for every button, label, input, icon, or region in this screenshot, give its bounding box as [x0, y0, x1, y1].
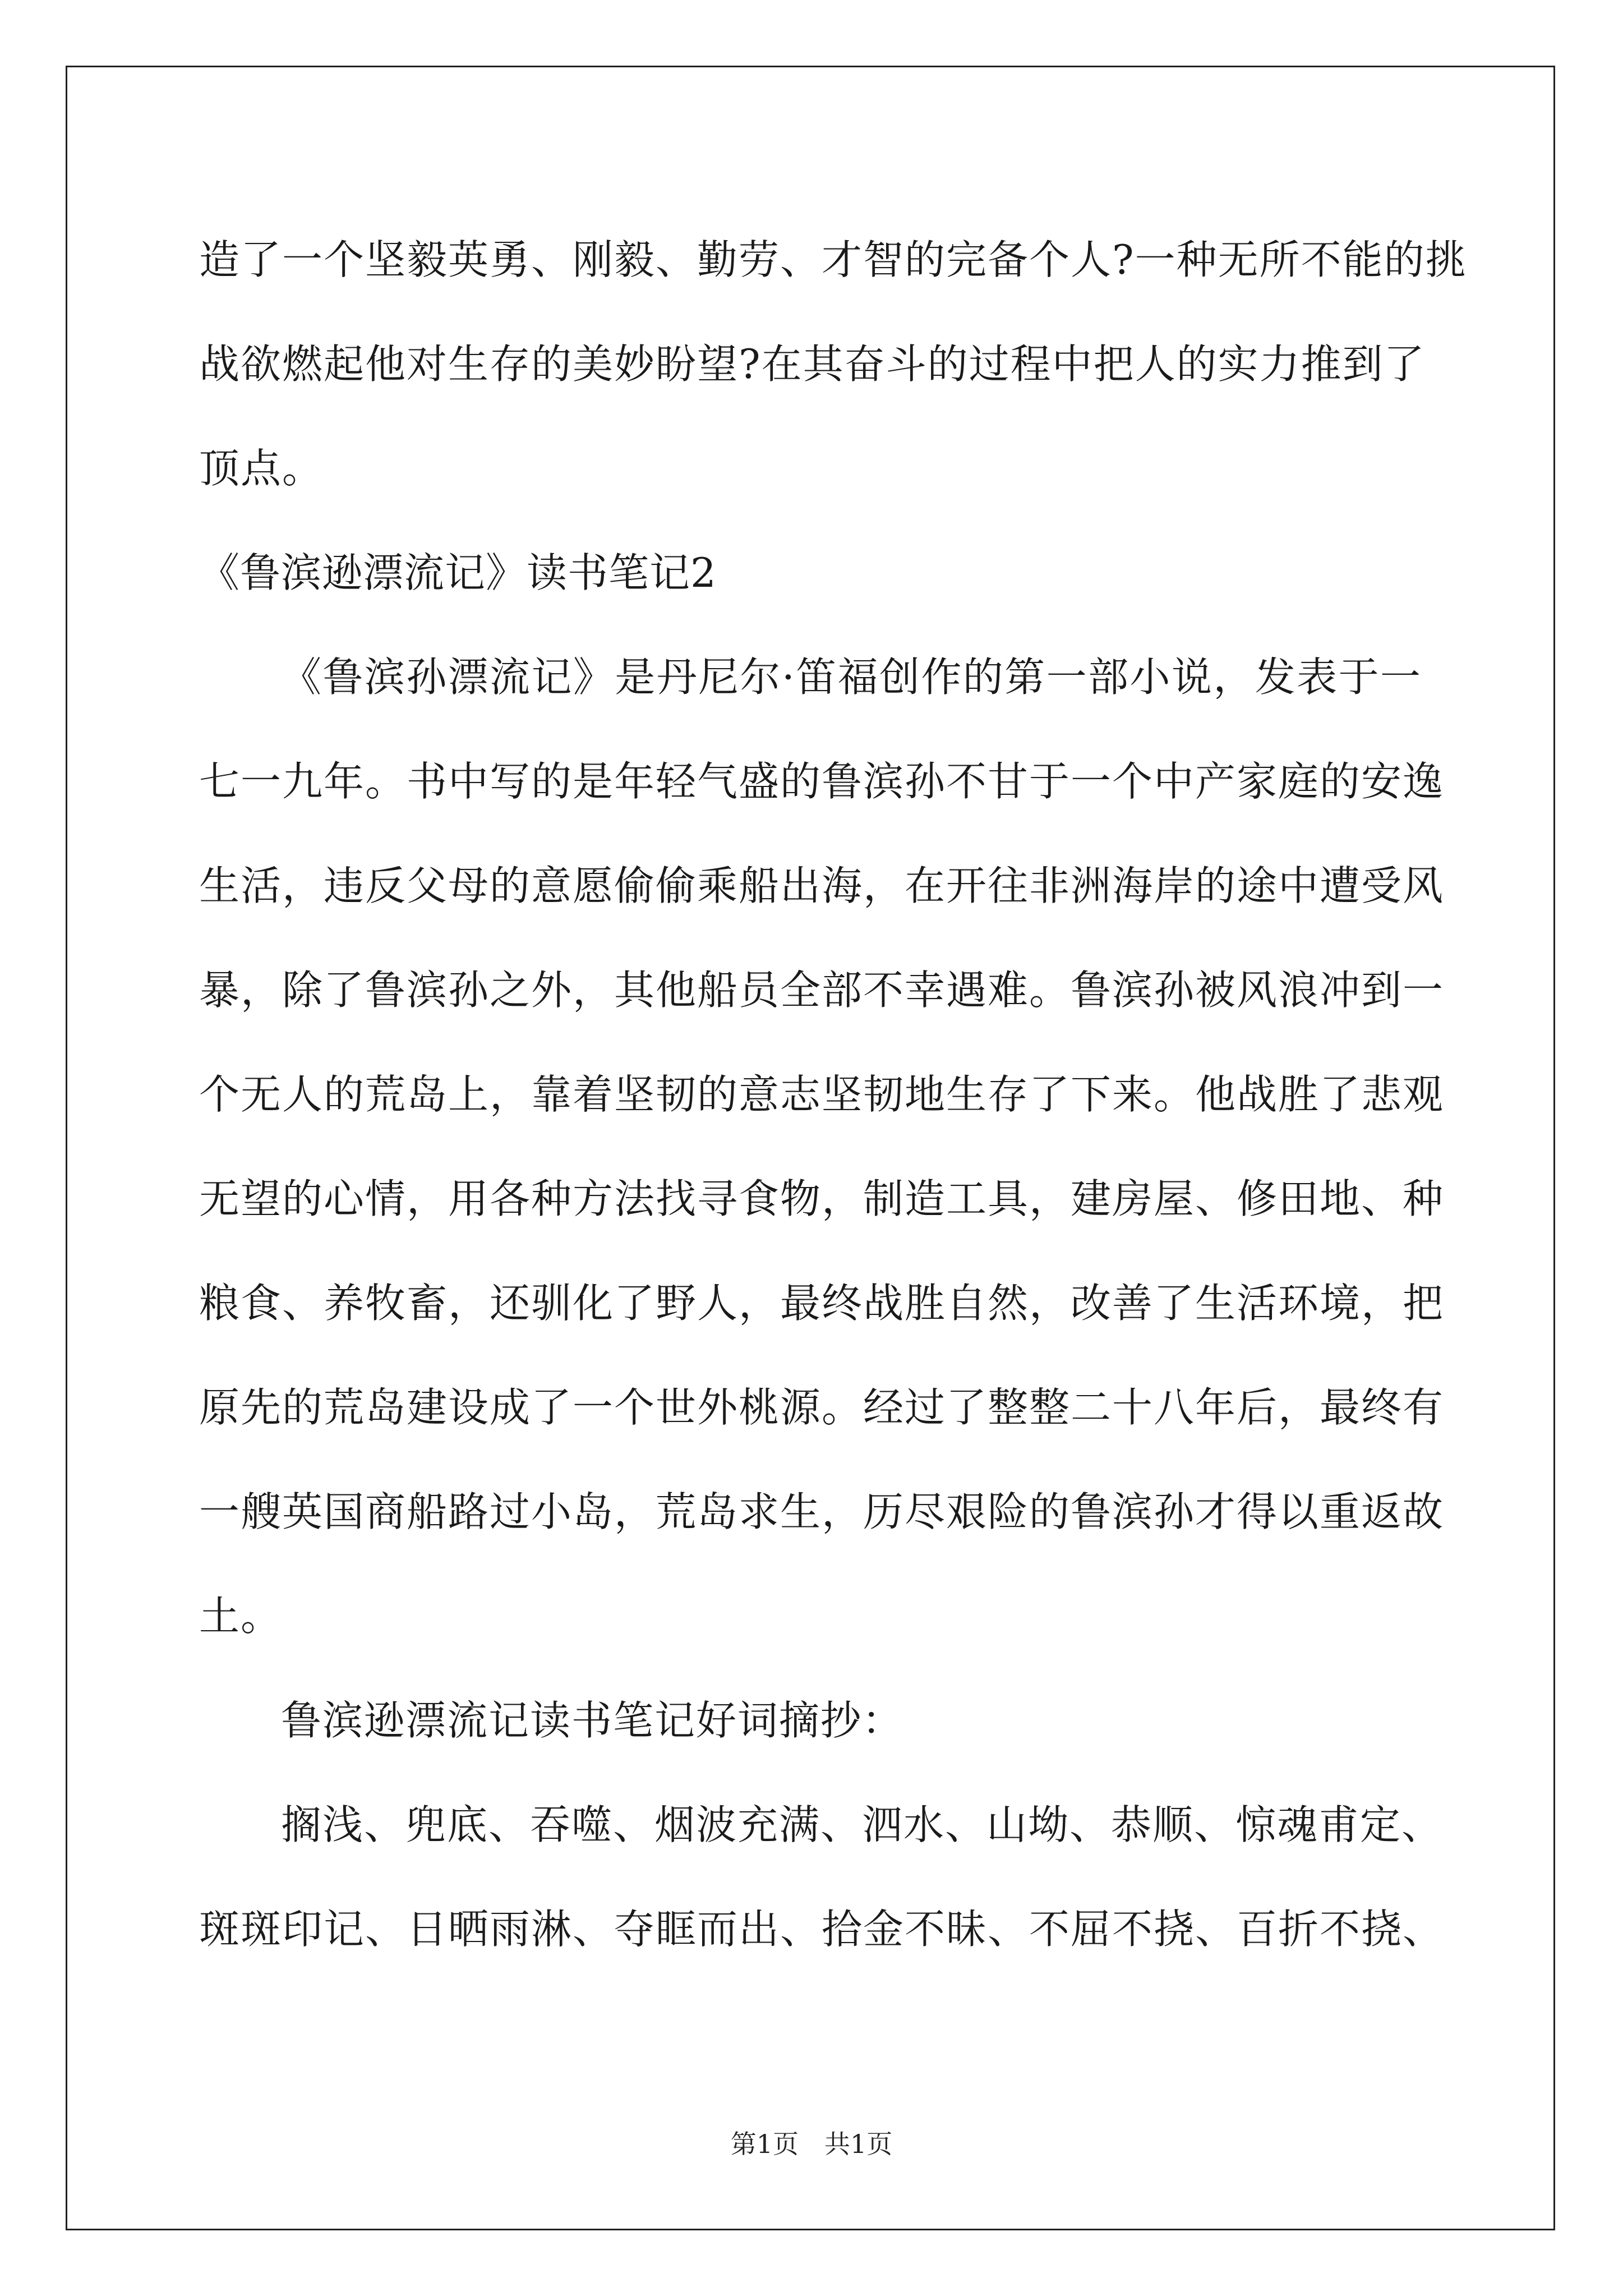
text-line: 个无人的荒岛上，靠着坚韧的意志坚韧地生存了下来。他战胜了悲观: [199, 1071, 1445, 1118]
page-footer: 第1页 共1页: [730, 2129, 893, 2159]
text-line: 一艘英国商船路过小岛，荒岛求生，历尽艰险的鲁滨孙才得以重返故: [199, 1488, 1445, 1535]
text-line: 战欲燃起他对生存的美妙盼望?在其奋斗的过程中把人的实力推到了: [199, 341, 1426, 388]
text-line: 斑斑印记、日晒雨淋、夺眶而出、拾金不昧、不屈不挠、百折不挠、: [199, 1906, 1445, 1953]
text-line: 粮食、养牧畜，还驯化了野人，最终战胜自然，改善了生活环境，把: [199, 1280, 1445, 1327]
text-line: 暴，除了鲁滨孙之外，其他船员全部不幸遇难。鲁滨孙被风浪冲到一: [199, 967, 1445, 1014]
text-line: 无望的心情，用各种方法找寻食物，制造工具，建房屋、修田地、种: [199, 1175, 1445, 1222]
text-line: 鲁滨逊漂流记读书笔记好词摘抄：: [281, 1697, 904, 1744]
text-line: 造了一个坚毅英勇、刚毅、勤劳、才智的完备个人?一种无所不能的挑: [199, 236, 1467, 283]
text-line: 土。: [199, 1593, 283, 1640]
text-line: 《鲁滨孙漂流记》是丹尼尔·笛福创作的第一部小说，发表于一: [281, 654, 1422, 701]
text-line: 顶点。: [199, 445, 324, 492]
text-line: 生活，违反父母的意愿偷偷乘船出海，在开往非洲海岸的途中遭受风: [199, 862, 1445, 909]
section-heading: 《鲁滨逊漂流记》读书笔记2: [199, 549, 717, 596]
document-body: [199, 208, 1467, 1981]
text-line: 原先的荒岛建设成了一个世外桃源。经过了整整二十八年后，最终有: [199, 1384, 1445, 1431]
text-line: 搁浅、兜底、吞噬、烟波充满、泗水、山坳、恭顺、惊魂甫定、: [281, 1801, 1444, 1848]
text-line: 七一九年。书中写的是年轻气盛的鲁滨孙不甘于一个中产家庭的安逸: [199, 758, 1445, 805]
